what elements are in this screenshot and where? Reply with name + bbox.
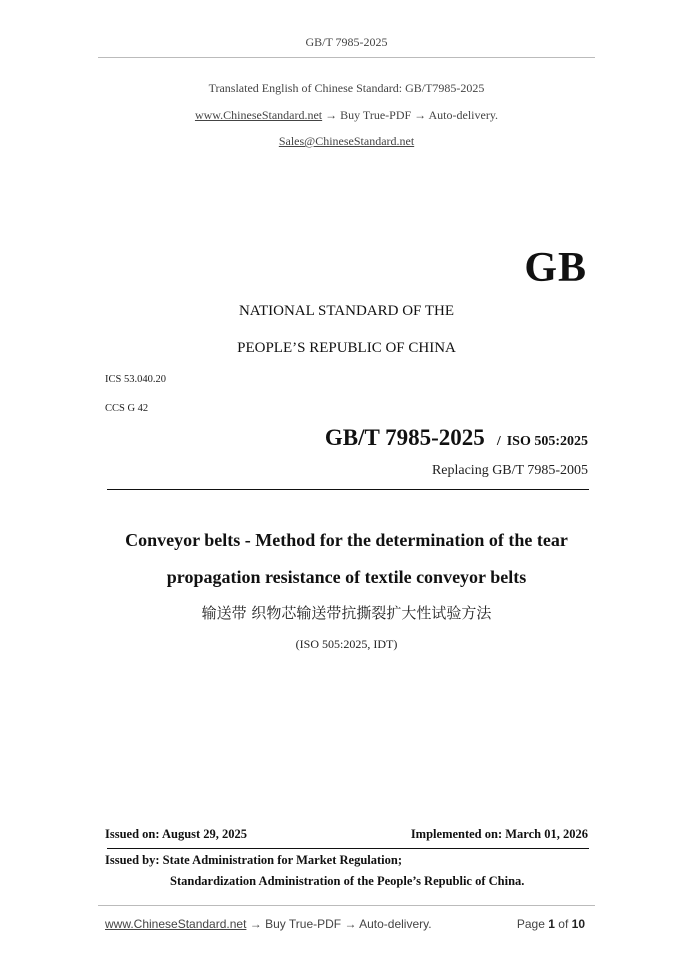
document-title-line1: Conveyor belts - Method for the determination of the tear	[125, 530, 568, 550]
title-divider	[107, 489, 589, 490]
standard-number-line	[325, 425, 588, 451]
implemented-date: Implemented on: March 01, 2026	[410, 827, 588, 841]
date-divider	[107, 848, 589, 849]
page-current: 1	[548, 917, 555, 931]
purchase-line	[0, 108, 693, 123]
purchase-text: → Buy True-PDF → Auto-delivery.	[322, 108, 499, 122]
iso-number: ISO 505:2025	[506, 434, 588, 449]
page-of: of	[558, 917, 569, 931]
document-title-line2: propagation resistance of textile conveyor belts	[166, 567, 527, 587]
national-standard-heading: NATIONAL STANDARD OF THE	[238, 303, 455, 319]
standard-number: GB/T 7985-2025	[324, 425, 485, 450]
sales-email-line	[0, 134, 693, 149]
running-header: GB/T 7985-2025	[305, 35, 388, 49]
page-total: 10	[571, 917, 585, 931]
sales-email-link[interactable]: Sales@ChineseStandard.net	[278, 134, 415, 148]
page-indicator	[517, 917, 585, 931]
country-heading: PEOPLE’S REPUBLIC OF CHINA	[237, 340, 456, 356]
standard-separator: /	[496, 434, 501, 449]
header-divider	[98, 57, 595, 58]
iso-equivalence: (ISO 505:2025, IDT)	[295, 637, 398, 651]
footer-site-link[interactable]: www.ChineseStandard.net	[105, 917, 247, 931]
ccs-code: CCS G 42	[105, 403, 149, 414]
ics-code: ICS 53.040.20	[105, 374, 166, 385]
issued-date: Issued on: August 29, 2025	[105, 827, 248, 841]
replacing-standard: Replacing GB/T 7985-2005	[431, 463, 588, 478]
footer-divider	[98, 905, 595, 906]
gb-logo: GB	[524, 245, 587, 291]
chinese-title: 输送带 织物芯输送带抗撕裂扩大性试验方法	[201, 604, 492, 622]
footer-purchase-text: → Buy True-PDF → Auto-delivery.	[246, 917, 432, 931]
issuer-line2: Standardization Administration of the People’s Republic of China.	[170, 874, 525, 888]
issuer-line1: Issued by: State Administration for Market Regulation;	[105, 853, 402, 867]
translation-note: Translated English of Chinese Standard: GB/T7985-2025	[208, 81, 485, 95]
footer-purchase-line	[105, 917, 432, 931]
site-link[interactable]: www.ChineseStandard.net	[194, 108, 323, 122]
page-label: Page	[516, 917, 545, 931]
